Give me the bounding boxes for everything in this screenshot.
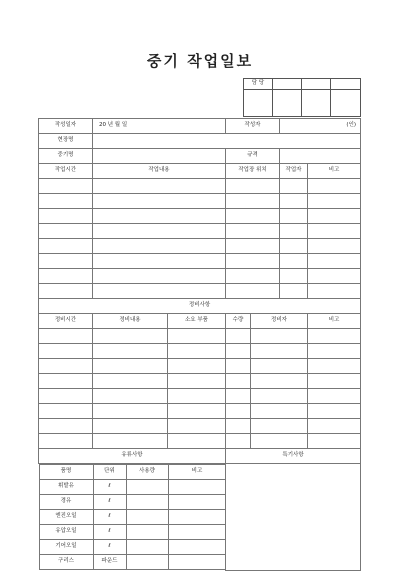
approval-sign-cell[interactable] [273,90,302,117]
equipment-value[interactable] [93,149,226,164]
maintenance-cell[interactable] [39,434,93,449]
maintenance-cell[interactable] [226,344,251,359]
date-value[interactable]: 20 년 월 일 [93,119,226,134]
maintenance-cell[interactable] [39,389,93,404]
oil-unit: 파운드 [93,555,126,570]
oil-name: 경유 [39,495,93,510]
approval-header-cell [273,79,302,90]
maintenance-cell[interactable] [39,329,93,344]
site-label: 현장명 [39,134,93,149]
work-cell[interactable] [39,194,93,209]
work-row [39,284,361,299]
work-cell[interactable] [93,239,226,254]
maintenance-cell[interactable] [168,434,226,449]
work-cell[interactable] [93,254,226,269]
oil-row [39,510,226,525]
maintenance-cell[interactable] [168,389,226,404]
maintenance-cell[interactable] [226,359,251,374]
work-cell[interactable] [39,209,93,224]
oil-row [39,480,226,495]
maintenance-cell[interactable] [168,329,226,344]
oil-usage-cell[interactable] [126,480,168,495]
maintenance-cell[interactable] [39,404,93,419]
date-label: 작성일자 [39,119,93,134]
maintenance-cell[interactable] [168,419,226,434]
work-cell[interactable] [280,269,308,284]
maintenance-cell[interactable] [39,359,93,374]
work-cell[interactable] [280,224,308,239]
oil-unit: ℓ [93,525,126,540]
approval-sign-cell[interactable] [302,90,331,117]
oil-unit: ℓ [93,480,126,495]
oil-table-wrap [39,464,226,571]
work-col-header: 작업시간 [39,164,93,179]
maintenance-cell[interactable] [251,404,308,419]
report-table [38,118,361,571]
writer-label: 작성자 [226,119,280,134]
maintenance-cell[interactable] [251,344,308,359]
maintenance-cell[interactable] [308,359,361,374]
maintenance-row [39,344,361,359]
work-cell[interactable] [39,239,93,254]
oil-col-header: 비고 [168,465,226,480]
oil-row [39,555,226,570]
maintenance-row [39,434,361,449]
maintenance-col-header: 비고 [308,314,361,329]
maintenance-cell[interactable] [168,374,226,389]
oil-name: 기어오일 [39,540,93,555]
maintenance-cell[interactable] [39,344,93,359]
maintenance-cell[interactable] [226,434,251,449]
maintenance-cell[interactable] [308,329,361,344]
work-cell[interactable] [226,179,280,194]
maintenance-cell[interactable] [39,374,93,389]
work-cell[interactable] [280,209,308,224]
work-row [39,269,361,284]
work-cell[interactable] [39,254,93,269]
maintenance-cell[interactable] [251,359,308,374]
oil-col-header: 사용량 [126,465,168,480]
oil-unit: ℓ [93,510,126,525]
work-cell[interactable] [93,179,226,194]
work-cell[interactable] [226,239,280,254]
maintenance-col-header: 정비시간 [39,314,93,329]
work-cell[interactable] [93,209,226,224]
oil-row [39,540,226,555]
spec-label: 규격 [226,149,280,164]
maintenance-cell[interactable] [93,389,168,404]
oil-unit: ℓ [93,540,126,555]
oil-row [39,495,226,510]
approval-table [243,78,361,117]
maintenance-col-header: 정비내용 [93,314,168,329]
maintenance-cell[interactable] [251,419,308,434]
oil-name: 휘발유 [39,480,93,495]
work-cell[interactable] [226,194,280,209]
maintenance-cell[interactable] [251,329,308,344]
work-cell[interactable] [226,284,280,299]
maintenance-cell[interactable] [308,344,361,359]
maintenance-cell[interactable] [251,389,308,404]
work-cell[interactable] [226,254,280,269]
work-cell[interactable] [308,194,361,209]
oil-note-cell[interactable] [168,555,226,570]
oil-name: 구리스 [39,555,93,570]
approval-header-cell [302,79,331,90]
work-cell[interactable] [93,224,226,239]
work-cell[interactable] [280,194,308,209]
special-title: 특기사항 [226,449,361,464]
oil-usage-cell[interactable] [126,540,168,555]
work-col-header: 작업자 [280,164,308,179]
maintenance-cell[interactable] [308,434,361,449]
maintenance-cell[interactable] [39,419,93,434]
maintenance-cell[interactable] [93,374,168,389]
work-cell[interactable] [39,284,93,299]
writer-seal[interactable]: (인) [280,119,361,134]
maintenance-cell[interactable] [308,389,361,404]
maintenance-cell[interactable] [226,404,251,419]
maintenance-col-header: 소요 부품 [168,314,226,329]
maintenance-row [39,389,361,404]
maintenance-cell[interactable] [93,344,168,359]
work-cell[interactable] [280,284,308,299]
oil-usage-cell[interactable] [126,495,168,510]
maintenance-cell[interactable] [93,359,168,374]
maintenance-row [39,359,361,374]
maintenance-cell[interactable] [251,434,308,449]
maintenance-cell[interactable] [93,419,168,434]
maintenance-cell[interactable] [226,419,251,434]
maintenance-row [39,374,361,389]
approval-sign-cell[interactable] [331,90,361,117]
work-cell[interactable] [308,239,361,254]
work-cell[interactable] [226,224,280,239]
special-notes-area[interactable] [226,464,361,571]
work-row [39,224,361,239]
work-row [39,194,361,209]
work-cell[interactable] [39,224,93,239]
maintenance-cell[interactable] [308,374,361,389]
oil-title: 유류사항 [39,449,226,464]
work-cell[interactable] [308,224,361,239]
oil-note-cell[interactable] [168,510,226,525]
oil-unit: ℓ [93,495,126,510]
oil-note-cell[interactable] [168,540,226,555]
work-cell[interactable] [93,194,226,209]
maintenance-cell[interactable] [168,404,226,419]
work-cell[interactable] [93,269,226,284]
work-cell[interactable] [39,179,93,194]
maintenance-cell[interactable] [93,404,168,419]
approval-label: 담 당 [244,79,273,90]
oil-usage-cell[interactable] [126,525,168,540]
maintenance-title: 정비사항 [39,299,361,314]
maintenance-cell[interactable] [226,374,251,389]
work-cell[interactable] [308,269,361,284]
page-title: 중기 작업일보 [146,52,254,70]
work-cell[interactable] [280,254,308,269]
work-cell[interactable] [280,179,308,194]
oil-col-header: 품명 [39,465,93,480]
site-value[interactable] [93,134,361,149]
work-cell[interactable] [308,179,361,194]
maintenance-cell[interactable] [308,404,361,419]
maintenance-cell[interactable] [93,329,168,344]
maintenance-cell[interactable] [308,419,361,434]
maintenance-row [39,404,361,419]
maintenance-cell[interactable] [168,344,226,359]
spec-value[interactable] [280,149,361,164]
maintenance-col-header: 정비자 [251,314,308,329]
oil-name: 엔진오일 [39,510,93,525]
work-cell[interactable] [280,239,308,254]
work-cell[interactable] [308,254,361,269]
oil-table [39,464,226,570]
work-row [39,209,361,224]
work-col-header: 작업장 위치 [226,164,280,179]
approval-sign-cell[interactable] [244,90,273,117]
work-row [39,179,361,194]
work-cell[interactable] [39,269,93,284]
work-row [39,254,361,269]
oil-row [39,525,226,540]
maintenance-cell[interactable] [168,359,226,374]
work-row [39,239,361,254]
work-cell[interactable] [93,284,226,299]
work-col-header: 비고 [308,164,361,179]
maintenance-cell[interactable] [226,329,251,344]
oil-note-cell[interactable] [168,525,226,540]
maintenance-col-header: 수량 [226,314,251,329]
equipment-label: 중기명 [39,149,93,164]
maintenance-row [39,329,361,344]
approval-header-cell [331,79,361,90]
work-col-header: 작업내용 [93,164,226,179]
oil-usage-cell[interactable] [126,555,168,570]
maintenance-row [39,419,361,434]
maintenance-cell[interactable] [226,389,251,404]
oil-note-cell[interactable] [168,495,226,510]
maintenance-cell[interactable] [251,374,308,389]
work-cell[interactable] [308,284,361,299]
maintenance-cell[interactable] [93,434,168,449]
oil-col-header: 단위 [93,465,126,480]
work-cell[interactable] [226,209,280,224]
oil-name: 유압오일 [39,525,93,540]
oil-note-cell[interactable] [168,480,226,495]
work-cell[interactable] [308,209,361,224]
oil-usage-cell[interactable] [126,510,168,525]
work-cell[interactable] [226,269,280,284]
